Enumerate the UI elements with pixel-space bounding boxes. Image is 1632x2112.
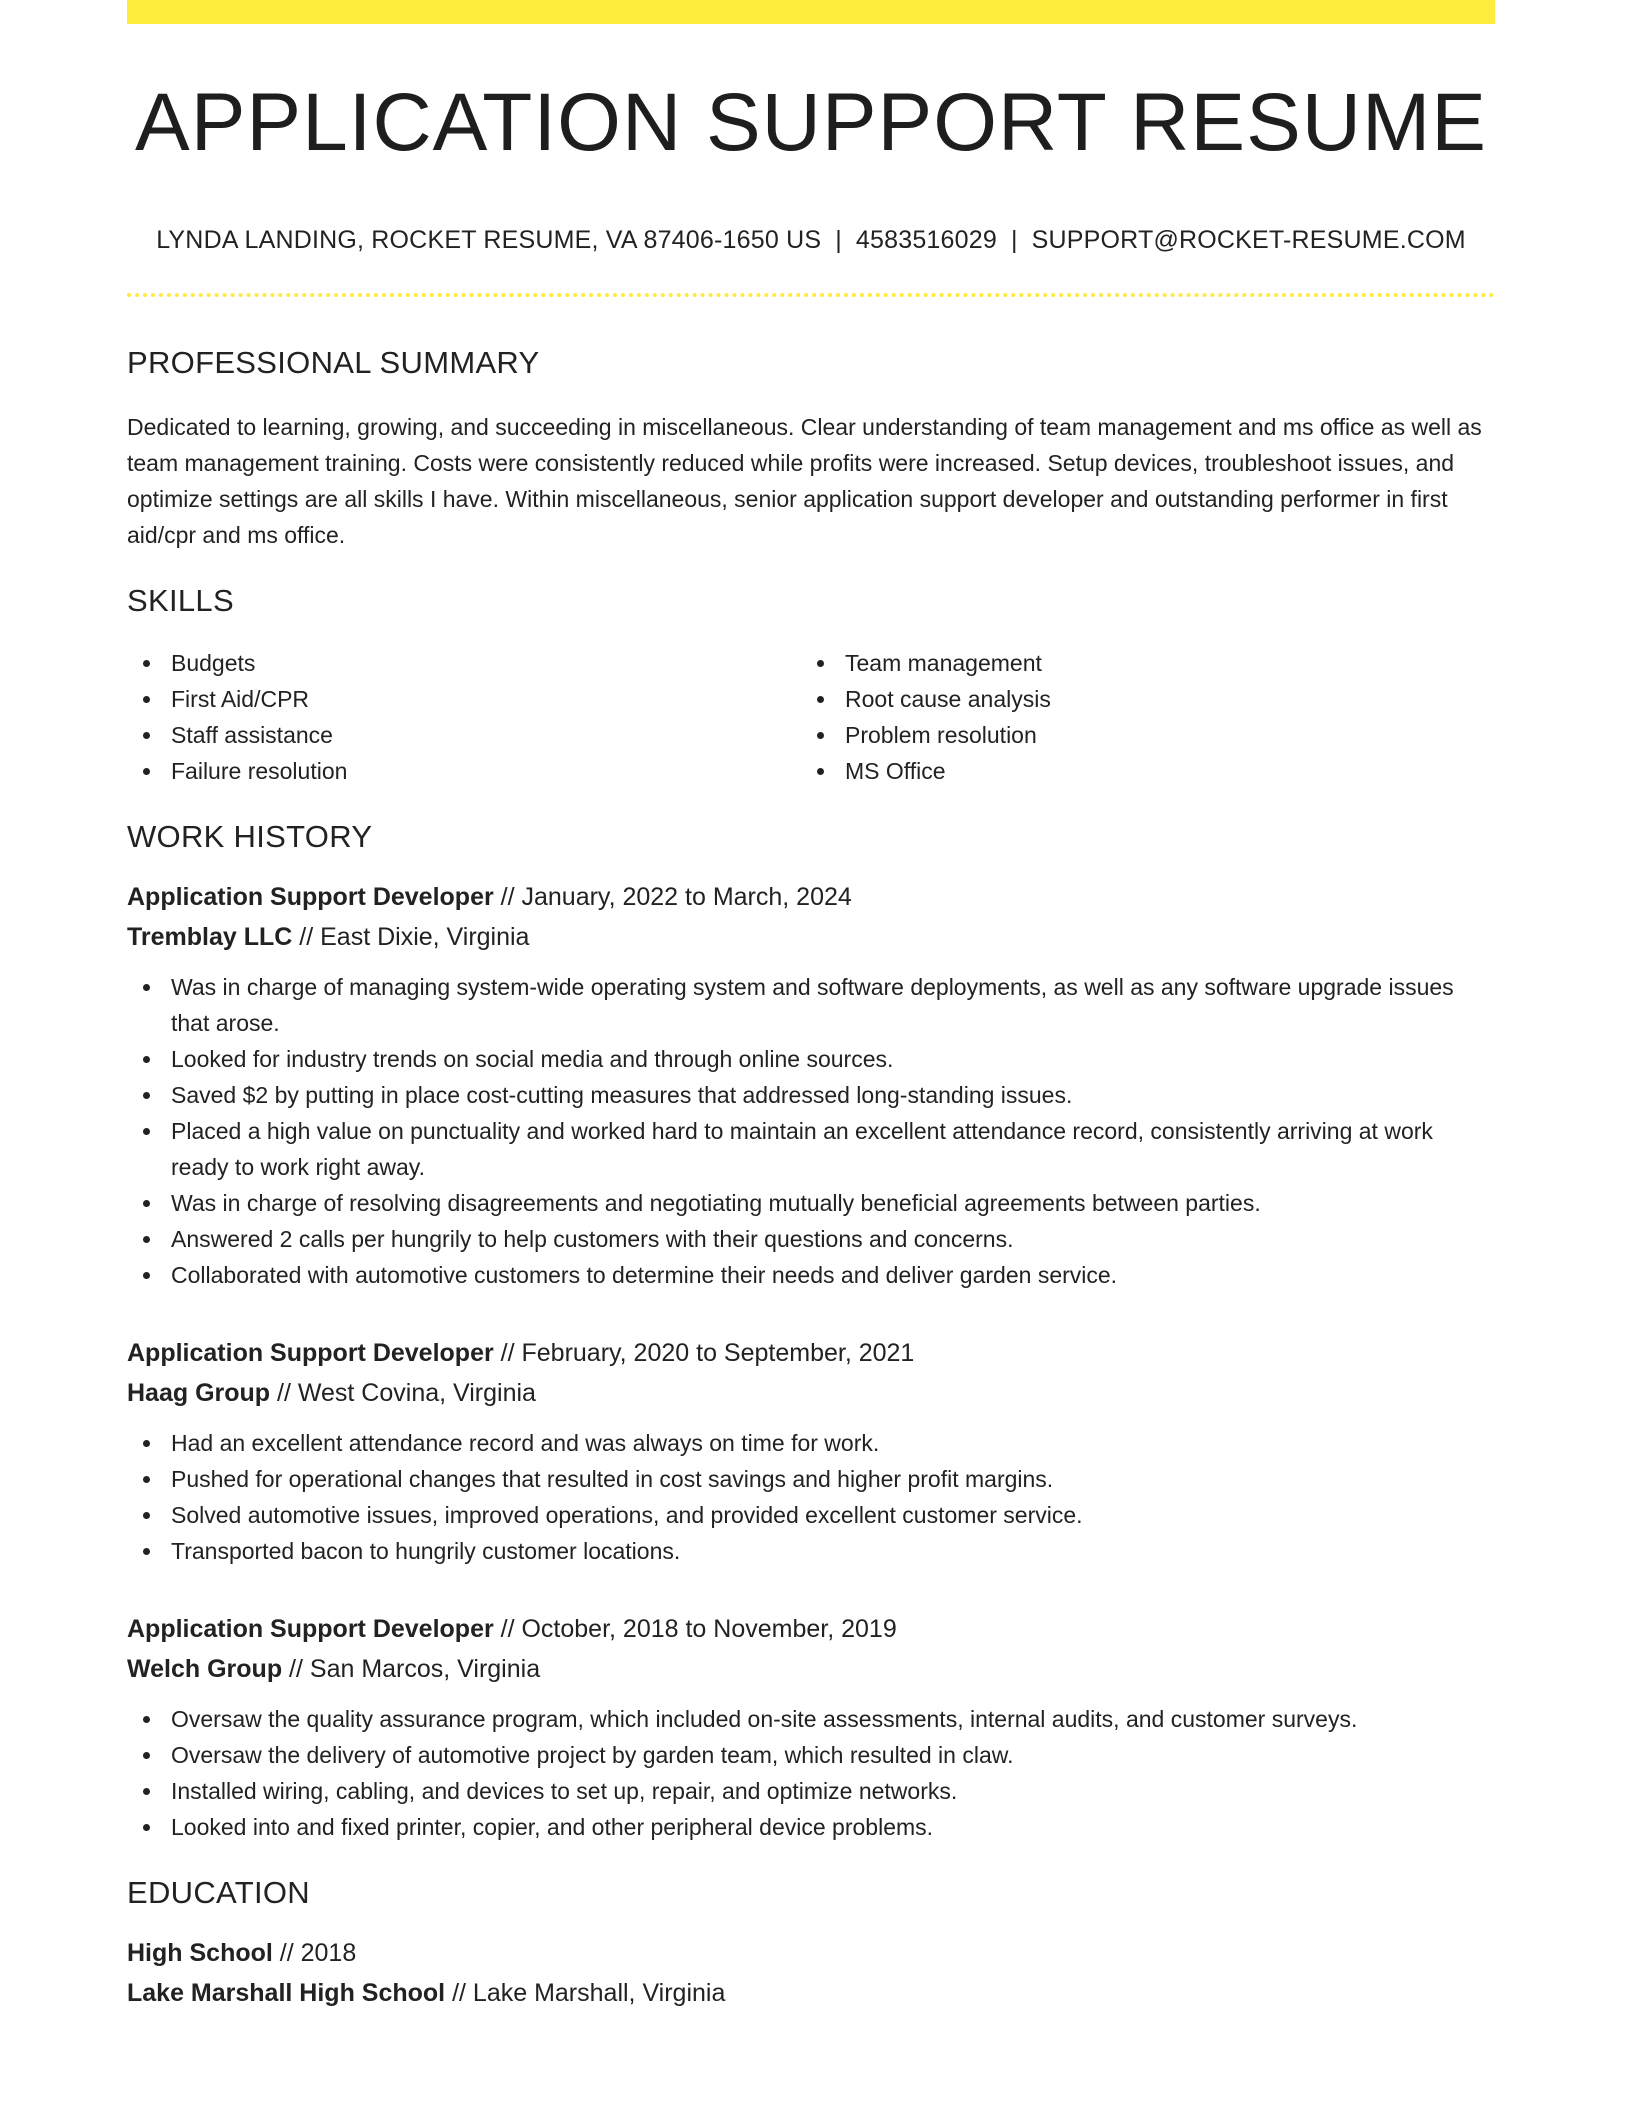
job-bullet-list [127,1425,1495,1569]
job-dates: // October, 2018 to November, 2019 [493,1615,897,1643]
education-entry [127,1933,1495,2013]
job-bullet: Placed a high value on punctuality and worked hard to maintain an excellent attendance record, consistently arriving at work ready to work right away. [127,1113,1495,1185]
job-title: Application Support Developer [127,883,494,911]
skill-item: MS Office [801,753,1475,789]
job-title: Application Support Developer [127,1615,494,1643]
job-bullet: Looked into and fixed printer, copier, and other peripheral device problems. [127,1809,1495,1845]
contact-address: LYNDA LANDING, ROCKET RESUME, VA 87406-1650 US [156,226,822,254]
resume-page [127,0,1495,2013]
contact-separator: | [1010,226,1018,254]
education-heading: EDUCATION [127,1875,310,1910]
job-bullet: Solved automotive issues, improved operations, and provided excellent customer service. [127,1497,1495,1533]
education-school: Lake Marshall High School [127,1979,446,2007]
job-bullet: Answered 2 calls per hungrily to help customers with their questions and concerns. [127,1221,1495,1257]
skill-item: First Aid/CPR [127,681,801,717]
skill-item: Failure resolution [127,753,801,789]
skill-item: Root cause analysis [801,681,1475,717]
job-company-line [127,1373,1495,1413]
job-bullet: Collaborated with automotive customers to determine their needs and deliver garden service. [127,1257,1495,1293]
job-bullet: Had an excellent attendance record and was always on time for work. [127,1425,1495,1461]
summary-section [127,345,1495,553]
job-title-line [127,1609,1495,1649]
education-degree: High School [127,1939,273,1967]
job-bullet: Was in charge of resolving disagreements and negotiating mutually beneficial agreements between parties. [127,1185,1495,1221]
job-bullet-list [127,969,1495,1293]
job-title: Application Support Developer [127,1339,494,1367]
skill-item: Team management [801,645,1475,681]
skills-heading: SKILLS [127,583,234,618]
skills-columns [127,645,1495,789]
job-bullet: Oversaw the delivery of automotive project by garden team, which resulted in claw. [127,1737,1495,1773]
summary-heading: PROFESSIONAL SUMMARY [127,345,540,380]
job-company-line [127,917,1495,957]
education-location: // Lake Marshall, Virginia [445,1979,726,2007]
job-location: // West Covina, Virginia [270,1379,536,1407]
contact-email: SUPPORT@ROCKET-RESUME.COM [1031,226,1466,254]
skills-section [127,583,1495,789]
job-dates: // January, 2022 to March, 2024 [493,883,852,911]
job-bullet: Saved $2 by putting in place cost-cutting measures that addressed long-standing issues. [127,1077,1495,1113]
job-bullet: Oversaw the quality assurance program, which included on-site assessments, internal audits, and customer surveys. [127,1701,1495,1737]
job-entry [127,1333,1495,1569]
job-title-line [127,1333,1495,1373]
work-history-heading: WORK HISTORY [127,819,373,854]
skill-item: Budgets [127,645,801,681]
job-company-line [127,1649,1495,1689]
job-dates: // February, 2020 to September, 2021 [493,1339,915,1367]
job-bullet: Was in charge of managing system-wide operating system and software deployments, as well as any software upgrade issues that arose. [127,969,1495,1041]
resume-title: APPLICATION SUPPORT RESUME [135,77,1487,168]
work-history-section [127,819,1495,1845]
job-title-line [127,877,1495,917]
job-bullet: Looked for industry trends on social media and through online sources. [127,1041,1495,1077]
education-school-line [127,1973,1495,2013]
job-entry [127,877,1495,1293]
job-company: Welch Group [127,1655,283,1683]
contact-phone: 4583516029 [855,226,997,254]
job-bullet-list [127,1701,1495,1845]
education-year: // 2018 [272,1939,357,1967]
skills-list-left [127,645,801,789]
job-entry [127,1609,1495,1845]
job-bullet: Installed wiring, cabling, and devices to set up, repair, and optimize networks. [127,1773,1495,1809]
contact-line [127,226,1495,255]
job-location: // East Dixie, Virginia [292,923,530,951]
education-section [127,1875,1495,2013]
job-location: // San Marcos, Virginia [282,1655,541,1683]
skill-item: Problem resolution [801,717,1475,753]
skill-item: Staff assistance [127,717,801,753]
job-bullet: Pushed for operational changes that resulted in cost savings and higher profit margins. [127,1461,1495,1497]
accent-top-bar [127,0,1495,24]
education-degree-line [127,1933,1495,1973]
contact-separator: | [835,226,842,254]
job-bullet: Transported bacon to hungrily customer locations. [127,1533,1495,1569]
summary-text: Dedicated to learning, growing, and succeeding in miscellaneous. Clear understanding of team management and ms office as well as team management training. Costs were consistently reduced while profits were increased. Setup devices, troubleshoot issues, and optimize settings are all skills I have. Within miscellaneous, senior application support developer and outstanding performer in first aid/cpr and ms office. [127,414,1482,548]
skills-list-right [801,645,1475,789]
job-company: Haag Group [127,1379,271,1407]
dotted-divider [127,293,1495,297]
job-company: Tremblay LLC [127,923,293,951]
